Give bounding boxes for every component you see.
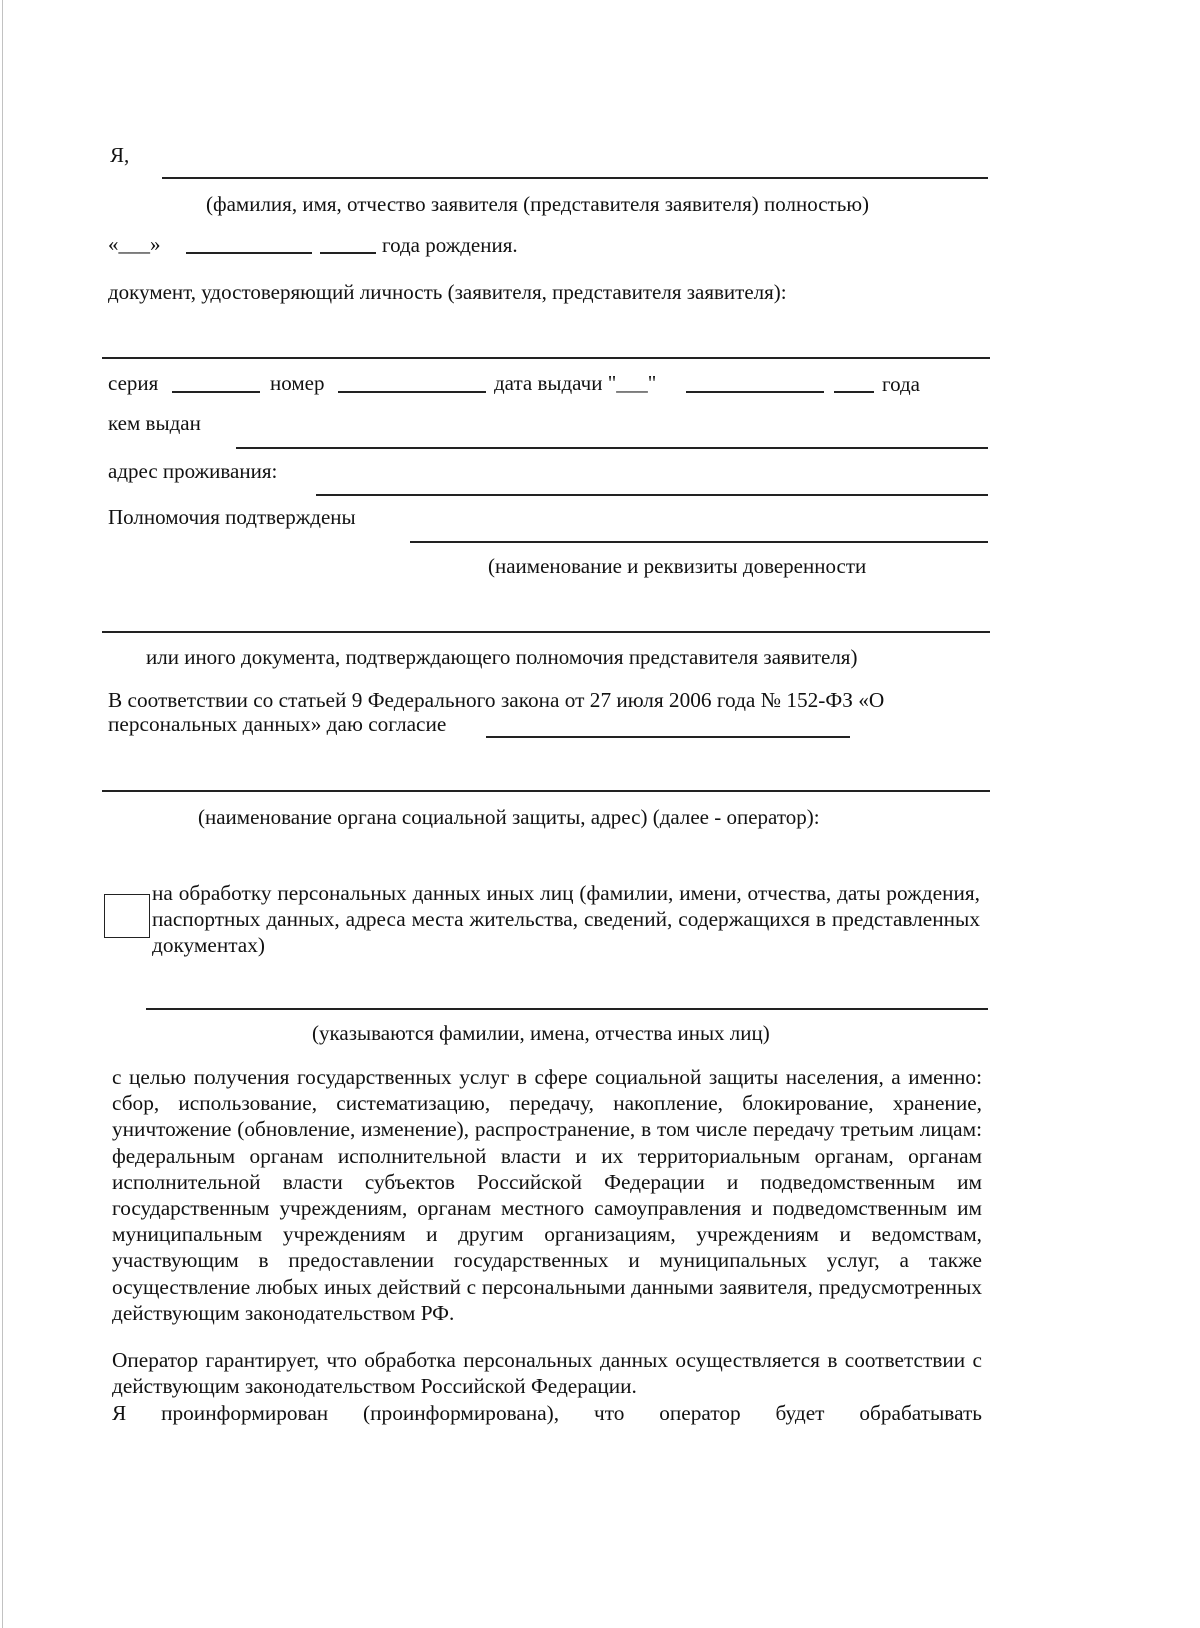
series-field[interactable] <box>172 391 260 393</box>
issued-by-label: кем выдан <box>108 411 201 435</box>
series-label: серия <box>108 371 159 395</box>
address-field[interactable] <box>316 494 988 496</box>
birth-month-field[interactable] <box>186 252 312 254</box>
checkbox-text: на обработку персональных данных иных лиц (фамилии, имени, отчества, даты рождения, паспортных данных, адреса места жительства, сведений, содержащихся в представленных документах) <box>152 881 980 958</box>
authority-field-2[interactable] <box>102 631 990 633</box>
fio-field[interactable] <box>162 177 988 179</box>
consent-operator-field-2[interactable] <box>102 790 990 792</box>
issue-date-label[interactable]: дата выдачи "___" <box>494 371 657 395</box>
consent-line-2: персональных данных» даю согласие <box>108 712 447 736</box>
operator-caption: (наименование органа социальной защиты, адрес) (далее - оператор): <box>198 805 820 829</box>
birth-year-field[interactable] <box>320 252 376 254</box>
scan-edge <box>2 0 3 1628</box>
purpose-paragraph: с целью получения государственных услуг в сфере социальной защиты населения, а именно: сбор, использование, систематизацию, передачу, накопление, блокирование, хранение, уничтожение (обновление, изменение), распространение, в том числе передачу третьим лицам: федеральным органам исполнительной власти и их территориальным органам, органам исполнительной власти субъектов Российской Федерации и подведомственным им государственным учреждениям, органам местного самоуправления и подведомственным им муниципальным учреждениям и другим организациям, учреждениям и ведомствам, участвующим в предоставлении государственных и муниципальных услуг, а также осуществление любых иных действий с персональными данными заявителя, предусмотренных действующим законодательством РФ. <box>112 1065 982 1325</box>
authority-field[interactable] <box>410 541 988 543</box>
issued-by-field[interactable] <box>236 447 988 449</box>
birth-day-field[interactable]: «___» <box>108 232 161 256</box>
informed-line: Я проинформирован (проинформирована), что оператор будет обрабатывать <box>112 1401 982 1425</box>
authority-caption-2: или иного документа, подтверждающего полномочия представителя заявителя) <box>146 645 858 669</box>
number-label: номер <box>270 371 325 395</box>
fio-caption: (фамилия, имя, отчество заявителя (представителя заявителя) полностью) <box>206 192 869 216</box>
id-doc-label: документ, удостоверяющий личность (заявителя, представителя заявителя): <box>108 280 787 304</box>
other-persons-field[interactable] <box>146 1008 988 1010</box>
birth-label: года рождения. <box>382 233 518 257</box>
issue-year-field[interactable] <box>834 391 874 393</box>
consent-operator-field[interactable] <box>486 736 850 738</box>
address-label: адрес проживания: <box>108 459 278 483</box>
intro-label: Я, <box>110 143 130 167</box>
id-doc-field[interactable] <box>102 357 990 359</box>
consent-line-1: В соответствии со статьей 9 Федерального закона от 27 июля 2006 года № 152-ФЗ «О <box>108 688 885 712</box>
number-field[interactable] <box>338 391 486 393</box>
authority-label: Полномочия подтверждены <box>108 505 356 529</box>
guarantee-paragraph: Оператор гарантирует, что обработка персональных данных осуществляется в соответствии с действующим законодательством Российской Федерации. <box>112 1348 982 1399</box>
authority-caption-1: (наименование и реквизиты доверенности <box>488 554 867 578</box>
issue-month-field[interactable] <box>686 391 824 393</box>
other-persons-caption: (указываются фамилии, имена, отчества иных лиц) <box>312 1021 770 1045</box>
year-label: года <box>882 372 920 396</box>
other-persons-checkbox[interactable] <box>104 894 150 938</box>
